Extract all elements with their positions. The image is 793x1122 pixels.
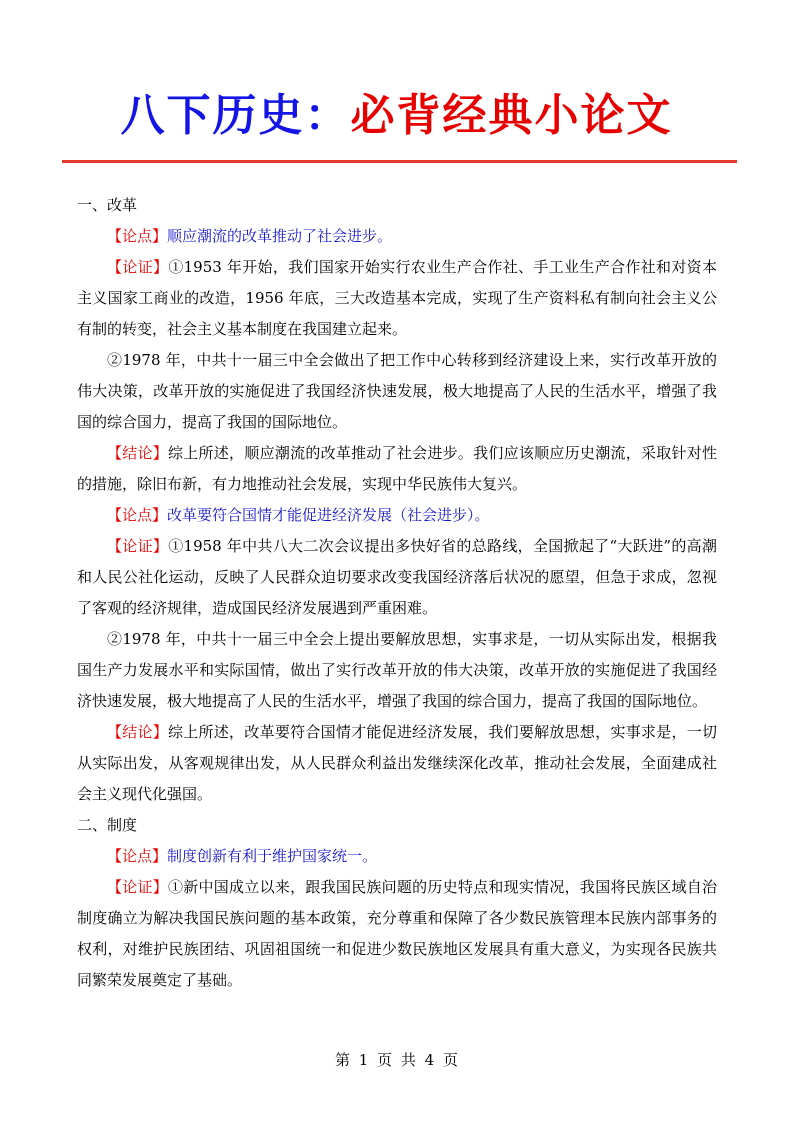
evidence-label: 【论证】	[107, 537, 169, 555]
page-title	[0, 86, 793, 146]
evidence-text: ①1958 年中共八大二次会议提出多快好省的总路线，全国掀起了“大跃进”的高潮和人民公社化运动，反映了人民群众迫切要求改变我国经济落后状况的愿望，但急于求成，忽视了客观的经济规律，造成国民经济发展遇到严重困难。	[77, 537, 717, 617]
title-part-1: 八下历史：	[120, 90, 351, 141]
title-part-2: 必背经典小论文	[350, 90, 673, 141]
paragraph-argument	[77, 500, 717, 531]
page-footer: 第 1 页 共 4 页	[335, 1051, 458, 1069]
document-body	[77, 190, 717, 996]
paragraph-conclusion	[77, 438, 717, 500]
paragraph-argument	[77, 841, 717, 872]
evidence-label: 【论证】	[107, 878, 169, 896]
evidence-text: ②1978 年，中共十一届三中全会做出了把工作中心转移到经济建设上来，实行改革开放的伟大决策，改革开放的实施促进了我国经济快速发展，极大地提高了人民的生活水平，增强了我国的综合国力，提高了我国的国际地位。	[77, 351, 717, 431]
evidence-text: ②1978 年，中共十一届三中全会上提出要解放思想，实事求是，一切从实际出发，根据我国生产力发展水平和实际国情，做出了实行改革开放的伟大决策，改革开放的实施促进了我国经济快速发展，极大地提高了人民的生活水平，增强了我国的综合国力，提高了我国的国际地位。	[77, 630, 717, 710]
paragraph-argument	[77, 221, 717, 252]
point-text: 顺应潮流的改革推动了社会进步。	[167, 227, 393, 245]
evidence-label: 【论证】	[107, 258, 169, 276]
title-divider	[62, 160, 737, 163]
evidence-text: ①1953 年开始，我们国家开始实行农业生产合作社、手工业生产合作社和对资本主义国家工商业的改造，1956 年底，三大改造基本完成，实现了生产资料私有制向社会主义公有制的转变，社会主义基本制度在我国建立起来。	[77, 258, 717, 338]
paragraph-conclusion	[77, 717, 717, 810]
conclusion-label: 【结论】	[107, 444, 169, 462]
paragraph-evidence	[77, 872, 717, 996]
paragraph-evidence	[77, 531, 717, 624]
paragraph-evidence-continued	[77, 624, 717, 717]
conclusion-text: 综上所述，改革要符合国情才能促进经济发展，我们要解放思想，实事求是，一切从实际出发，从客观规律出发，从人民群众利益出发继续深化改革，推动社会发展，全面建成社会主义现代化强国。	[77, 723, 717, 803]
point-label: 【论点】	[107, 506, 168, 524]
point-label: 【论点】	[107, 847, 168, 865]
paragraph-evidence	[77, 252, 717, 345]
paragraph-evidence-continued	[77, 345, 717, 438]
point-text: 制度创新有利于维护国家统一。	[167, 847, 378, 865]
evidence-text: ①新中国成立以来，跟我国民族问题的历史特点和现实情况，我国将民族区域自治制度确立为解决我国民族问题的基本政策，充分尊重和保障了各少数民族管理本民族内部事务的权利，对维护民族团结、巩固祖国统一和促进少数民族地区发展具有重大意义，为实现各民族共同繁荣发展奠定了基础。	[77, 878, 717, 989]
point-text: 改革要符合国情才能促进经济发展（社会进步）。	[167, 506, 490, 524]
point-label: 【论点】	[107, 227, 168, 245]
conclusion-text: 综上所述，顺应潮流的改革推动了社会进步。我们应该顺应历史潮流，采取针对性的措施，除旧布新，有力地推动社会发展，实现中华民族伟大复兴。	[77, 444, 717, 493]
conclusion-label: 【结论】	[107, 723, 169, 741]
section-heading: 一、改革	[77, 196, 138, 214]
section-heading: 二、制度	[77, 816, 138, 834]
